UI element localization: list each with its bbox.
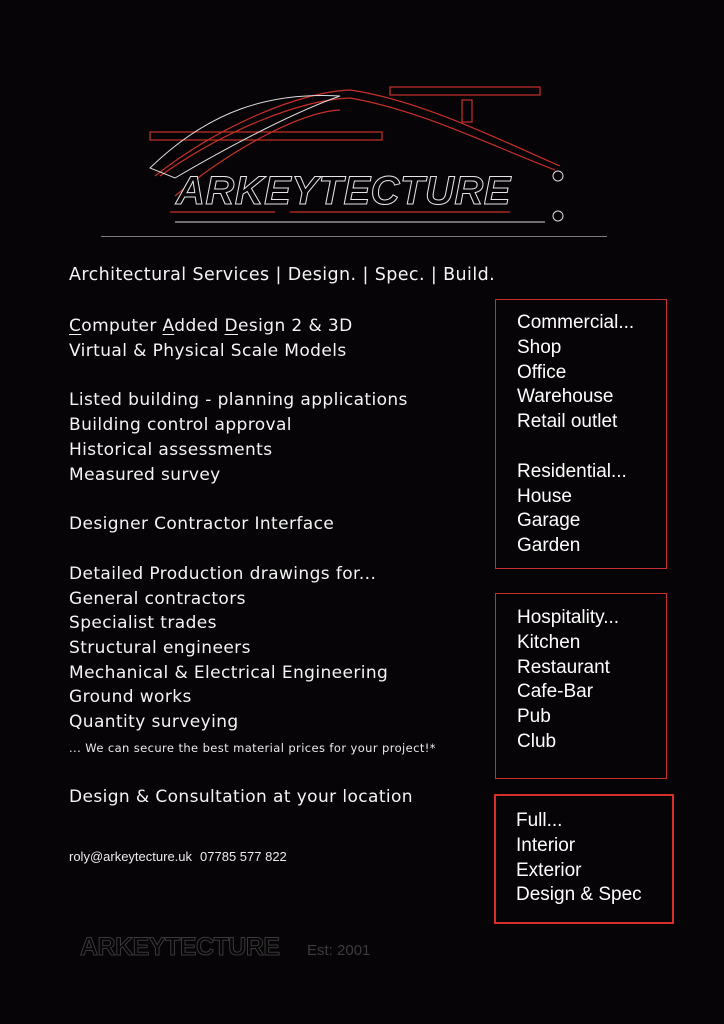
full-service-list [516,809,672,908]
cad-service-line [69,316,353,336]
service-line: Ground works [69,687,192,707]
box-list-item: Full... [516,810,563,831]
header-divider [101,236,607,237]
arkeytecture-logo-graphic [0,0,724,240]
material-prices-note: ... We can secure the best material prices for your project!* [69,741,436,755]
service-line: Quantity surveying [69,712,239,732]
cad-word: omputer [81,316,163,336]
contact-email[interactable]: roly@arkeytecture.uk [69,849,193,864]
cad-initial-c: C [69,316,82,336]
box-list-item: Exterior [516,859,582,881]
headline-spec: Spec. [374,265,425,285]
box-list-item: Garage [517,510,581,532]
box-list-item: House [517,485,572,507]
full-service-box [494,794,674,924]
hospitality-box [495,593,667,779]
headline-separator: | [356,265,375,285]
box-list-item: Pub [517,706,551,728]
service-line: General contractors [69,589,246,609]
logo-wordmark: ARKEYTECTURE [176,169,511,213]
box-list-item: Shop [517,336,562,358]
hospitality-list [517,606,666,755]
box-list-spacer [517,435,666,460]
headline-design: Design. [287,265,357,285]
commercial-residential-list [517,311,666,559]
service-line: Building control approval [69,415,292,435]
box-list-item: Retail outlet [517,411,618,433]
service-line: Historical assessments [69,440,273,460]
box-list-item: Residential... [517,460,627,482]
footer-established: Est: 2001 [307,942,371,959]
cad-word: esign 2 & 3D [238,316,353,336]
headline-prefix: Architectural Services | [69,265,288,285]
service-line: Listed building - planning applications [69,390,408,410]
headline-separator: | [424,265,444,285]
service-line: Structural engineers [69,638,251,658]
box-list-item: Warehouse [517,386,614,408]
service-line: Specialist trades [69,613,217,633]
cad-initial-a: A [162,316,175,336]
service-line: Measured survey [69,465,221,485]
box-list-item: Design & Spec [516,884,642,906]
cad-word: dded [174,316,225,336]
contact-details [69,849,295,864]
box-list-item: Garden [517,535,581,557]
box-list-item: Office [517,361,567,383]
service-line: Designer Contractor Interface [69,514,335,534]
box-list-item: Club [517,730,557,752]
box-list-item: Interior [516,834,576,856]
footer-brand-wordmark: ARKEYTECTURE [80,933,280,961]
service-line: Mechanical & Electrical Engineering [69,663,389,683]
box-list-item: Restaurant [517,656,610,678]
consultation-line: Design & Consultation at your location [69,787,413,807]
box-list-item: Kitchen [517,631,581,653]
box-list-item: Commercial... [517,312,635,333]
cad-initial-d: D [224,316,239,336]
commercial-residential-box [495,299,667,569]
service-line: Detailed Production drawings for... [69,564,377,584]
services-headline [69,265,495,285]
headline-build: Build. [443,265,496,285]
box-list-item: Cafe-Bar [517,681,594,703]
box-list-item: Hospitality... [517,607,620,628]
contact-phone[interactable]: 07785 577 822 [200,849,287,864]
service-line: Virtual & Physical Scale Models [69,341,347,361]
